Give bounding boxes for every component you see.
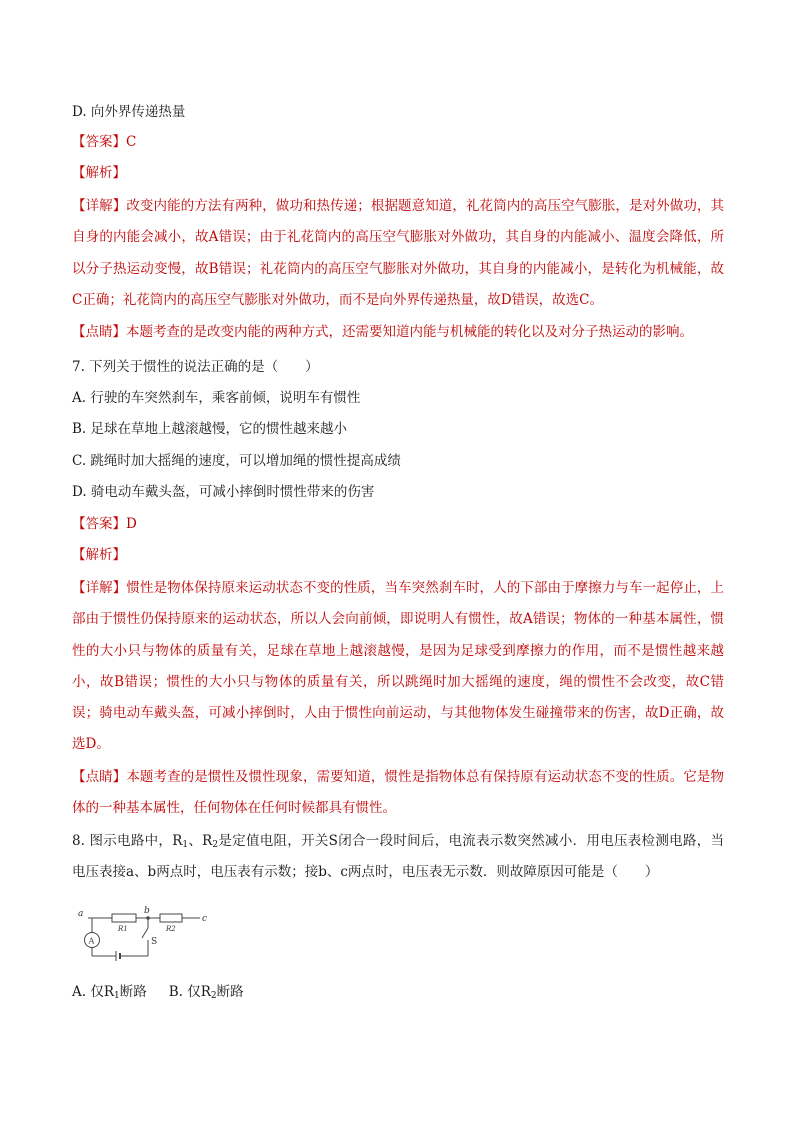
q6-analysis-tag [72, 163, 732, 183]
q7-detail [72, 573, 724, 761]
q7-option-a: A. 行驶的车突然刹车，乘客前倾，说明车有惯性 [72, 390, 361, 406]
q6-comment [72, 317, 724, 348]
circuit-label-r2: R2 [166, 925, 176, 933]
q6-detail-text: 改变内能的方法有两种，做功和热传递；根据题意知道，礼花筒内的高压空气膨胀，是对外做功，其自身的内能会减小，故A错误；由于礼花筒内的高压空气膨胀对外做功，其自身的内能减小、温度会降低，所以分子热运动变慢，故B错误；礼花筒内的高压空气膨胀对外做功，其自身的内能减小，是转化为机械能，故C正确；礼花筒内的高压空气膨胀对外做功，而不是向外界传递热量，故D错误，故选C。 [72, 198, 725, 308]
q7-option-d: D. 骑电动车戴头盔，可减小摔倒时惯性带来的伤害 [72, 484, 375, 500]
circuit-label-c: c [202, 914, 208, 924]
q7-analysis-tag [72, 545, 732, 565]
q8-stem-pre: 8. 图示电路中，R [72, 833, 183, 849]
q7-stem: 7. 下列关于惯性的说法正确的是（ ） [72, 359, 319, 375]
q7-option-b: B. 足球在草地上越滚越慢，它的惯性越来越小 [72, 421, 348, 437]
q7-detail-text: 惯性是物体保持原来运动状态不变的性质，当车突然刹车时，人的下部由于摩擦力与车一起停止，上部由于惯性仍保持原来的运动状态，所以人会向前倾，即说明人有惯性，故A错误；物体的一种基本属性，惯性的大小只与物体的质量有关，足球在草地上越滚越慢，是因为足球受到摩擦力的作用，而不是惯性越来越小，故B错误；惯性的大小只与物体的质量有关，所以跳绳时加大摇绳的速度，绳的惯性不会改变，故C错误；骑电动车戴头盔，可减小摔倒时，人由于惯性向前运动，与其他物体发生碰撞带来的伤害，故D正确，故选D。 [72, 580, 725, 753]
q8-option-b-pre: B. 仅R [168, 984, 211, 1000]
q6-answer-tag: 【答案】 [72, 134, 126, 150]
q6-detail [72, 191, 724, 316]
q7-option-c: C. 跳绳时加大摇绳的速度，可以增加绳的惯性提高成绩 [72, 453, 401, 469]
q8-stem-mid: 、R [188, 833, 213, 849]
q7-comment-text: 本题考查的是惯性及惯性现象，需要知道，惯性是指物体总有保持原有运动状态不变的性质。它是物体的一种基本属性，任何物体在任何时候都具有惯性。 [72, 769, 725, 817]
q6-comment-tag: 【点睛】 [72, 324, 126, 340]
q8-stem [72, 826, 724, 889]
ammeter-icon: A [88, 936, 95, 946]
circuit-label-s: S [151, 937, 158, 947]
q6-answer-line [72, 132, 732, 152]
q7-answer-line [72, 514, 732, 534]
q8-circuit-diagram [76, 900, 212, 964]
circuit-label-r1: R1 [118, 925, 128, 933]
q8-options-line [72, 982, 732, 1002]
q6-detail-tag: 【详解】 [72, 198, 127, 214]
q8-stem-post: 是定值电阻，开关S闭合一段时间后，电流表示数突然减小．用电压表检测电路，当电压表接a、b两点时，电压表有示数；接b、c两点时，电压表无示数．则故障原因可能是（ ） [72, 833, 724, 881]
q8-option-a-pre: A. 仅R [72, 984, 114, 1000]
q8-option-b-sub: 2 [210, 991, 217, 1001]
q7-comment [72, 762, 724, 825]
q6-answer-value: C [126, 134, 137, 150]
q8-option-a-sub: 1 [114, 991, 120, 1001]
q7-comment-tag: 【点睛】 [72, 769, 127, 785]
q8-option-b-post: 断路 [216, 984, 244, 1000]
q8-stem-sub2: 2 [212, 840, 219, 850]
q7-detail-tag: 【详解】 [72, 580, 127, 596]
q8-stem-sub1: 1 [182, 840, 189, 850]
q8-option-a-post: 断路 [119, 984, 147, 1000]
q8-option-a [72, 984, 147, 1000]
q6-option-d: D. 向外界传递热量 [72, 104, 186, 120]
q6-comment-text: 本题考查的是改变内能的两种方式，还需要知道内能与机械能的转化以及对分子热运动的影响。 [126, 324, 693, 340]
q7-answer-value: D [126, 516, 137, 532]
q8-option-b [169, 984, 244, 1000]
q6-analysis-label: 【解析】 [72, 165, 126, 181]
q7-analysis-label: 【解析】 [72, 547, 126, 563]
circuit-label-b: b [144, 906, 150, 916]
circuit-label-a: a [78, 909, 84, 919]
q7-answer-tag: 【答案】 [72, 516, 126, 532]
